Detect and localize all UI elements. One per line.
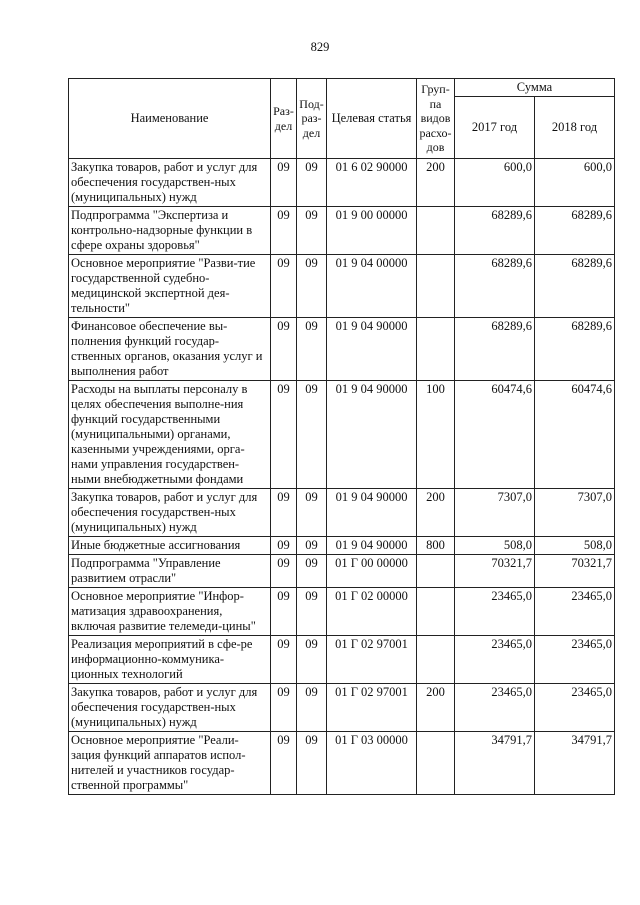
cell-razdel: 09 [271,318,297,381]
cell-name: Закупка товаров, работ и услуг для обеспечения государствен-ных (муниципальных) нужд [69,489,271,537]
cell-sum-2018: 7307,0 [535,489,615,537]
cell-target-article: 01 9 04 90000 [327,381,417,489]
cell-podrazdel: 09 [297,489,327,537]
header-sum: Сумма [455,79,615,97]
cell-sum-2017: 68289,6 [455,207,535,255]
cell-podrazdel: 09 [297,555,327,588]
cell-razdel: 09 [271,684,297,732]
cell-name: Подпрограмма "Управление развитием отрасли" [69,555,271,588]
cell-razdel: 09 [271,255,297,318]
cell-sum-2017: 600,0 [455,159,535,207]
cell-razdel: 09 [271,489,297,537]
cell-expense-group [417,555,455,588]
cell-razdel: 09 [271,381,297,489]
cell-expense-group: 800 [417,537,455,555]
cell-expense-group [417,318,455,381]
cell-podrazdel: 09 [297,636,327,684]
cell-target-article: 01 9 04 90000 [327,318,417,381]
cell-name: Реализация мероприятий в сфе-ре информационно-коммуника-ционных технологий [69,636,271,684]
table-row [69,555,615,588]
cell-razdel: 09 [271,159,297,207]
cell-target-article: 01 9 04 90000 [327,537,417,555]
cell-sum-2017: 68289,6 [455,255,535,318]
cell-podrazdel: 09 [297,159,327,207]
cell-name: Подпрограмма "Экспертиза и контрольно-надзорные функции в сфере охраны здоровья" [69,207,271,255]
cell-sum-2017: 68289,6 [455,318,535,381]
cell-name: Закупка товаров, работ и услуг для обеспечения государствен-ных (муниципальных) нужд [69,159,271,207]
cell-name: Основное мероприятие "Реали-зация функций аппаратов испол-нителей и участников государ-ственной программы" [69,732,271,795]
cell-sum-2017: 60474,6 [455,381,535,489]
cell-sum-2017: 23465,0 [455,684,535,732]
cell-sum-2017: 70321,7 [455,555,535,588]
header-expense-group: Груп-па видов расхо-дов [417,79,455,159]
cell-sum-2018: 60474,6 [535,381,615,489]
table-row [69,381,615,489]
cell-razdel: 09 [271,588,297,636]
cell-razdel: 09 [271,555,297,588]
cell-sum-2017: 23465,0 [455,588,535,636]
cell-podrazdel: 09 [297,318,327,381]
cell-expense-group [417,732,455,795]
cell-expense-group [417,207,455,255]
table-row [69,684,615,732]
cell-sum-2018: 68289,6 [535,318,615,381]
cell-name: Финансовое обеспечение вы-полнения функций государ-ственных органов, оказания услуг и выполнения работ [69,318,271,381]
cell-target-article: 01 9 04 00000 [327,255,417,318]
table-row [69,636,615,684]
cell-podrazdel: 09 [297,537,327,555]
cell-sum-2017: 7307,0 [455,489,535,537]
cell-name: Расходы на выплаты персоналу в целях обеспечения выполне-ния функций государственными (муниципальными) органами, казенными учреждениями, орга-нами управления государствен-ными внебюджетными фондами [69,381,271,489]
page-number: 829 [310,40,330,54]
cell-name: Иные бюджетные ассигнования [69,537,271,555]
cell-razdel: 09 [271,636,297,684]
cell-name: Основное мероприятие "Инфор-матизация здравоохранения, включая развитие телемеди-цины" [69,588,271,636]
cell-razdel: 09 [271,537,297,555]
cell-expense-group: 200 [417,684,455,732]
cell-expense-group [417,255,455,318]
cell-sum-2018: 70321,7 [535,555,615,588]
cell-target-article: 01 Г 02 00000 [327,588,417,636]
cell-sum-2018: 23465,0 [535,636,615,684]
header-target-article: Целевая статья [327,79,417,159]
cell-name: Основное мероприятие "Разви-тие государственной судебно-медицинской экспертной дея-тельности" [69,255,271,318]
table-row [69,588,615,636]
cell-target-article: 01 Г 03 00000 [327,732,417,795]
cell-target-article: 01 9 04 90000 [327,489,417,537]
cell-expense-group: 200 [417,489,455,537]
cell-expense-group: 100 [417,381,455,489]
header-year-2018: 2018 год [535,97,615,159]
cell-podrazdel: 09 [297,255,327,318]
table-row [69,318,615,381]
cell-sum-2018: 68289,6 [535,207,615,255]
cell-target-article: 01 6 02 90000 [327,159,417,207]
cell-sum-2018: 600,0 [535,159,615,207]
cell-razdel: 09 [271,207,297,255]
cell-expense-group [417,636,455,684]
cell-sum-2018: 508,0 [535,537,615,555]
cell-podrazdel: 09 [297,381,327,489]
table-row [69,255,615,318]
cell-target-article: 01 Г 02 97001 [327,636,417,684]
cell-sum-2018: 68289,6 [535,255,615,318]
cell-expense-group: 200 [417,159,455,207]
table-body [69,159,615,795]
cell-target-article: 01 Г 02 97001 [327,684,417,732]
cell-sum-2018: 34791,7 [535,732,615,795]
cell-target-article: 01 9 00 00000 [327,207,417,255]
cell-sum-2017: 508,0 [455,537,535,555]
cell-target-article: 01 Г 00 00000 [327,555,417,588]
table-row [69,489,615,537]
cell-podrazdel: 09 [297,588,327,636]
cell-podrazdel: 09 [297,207,327,255]
header-name: Наименование [69,79,271,159]
header-razdel: Раз-дел [271,79,297,159]
cell-razdel: 09 [271,732,297,795]
cell-sum-2017: 23465,0 [455,636,535,684]
table-row [69,732,615,795]
cell-sum-2018: 23465,0 [535,684,615,732]
cell-podrazdel: 09 [297,684,327,732]
header-year-2017: 2017 год [455,97,535,159]
header-podrazdel: Под-раз-дел [297,79,327,159]
cell-name: Закупка товаров, работ и услуг для обеспечения государствен-ных (муниципальных) нужд [69,684,271,732]
table-row [69,537,615,555]
cell-expense-group [417,588,455,636]
cell-sum-2017: 34791,7 [455,732,535,795]
budget-table [68,78,615,795]
table-row [69,207,615,255]
cell-sum-2018: 23465,0 [535,588,615,636]
table-row [69,159,615,207]
cell-podrazdel: 09 [297,732,327,795]
